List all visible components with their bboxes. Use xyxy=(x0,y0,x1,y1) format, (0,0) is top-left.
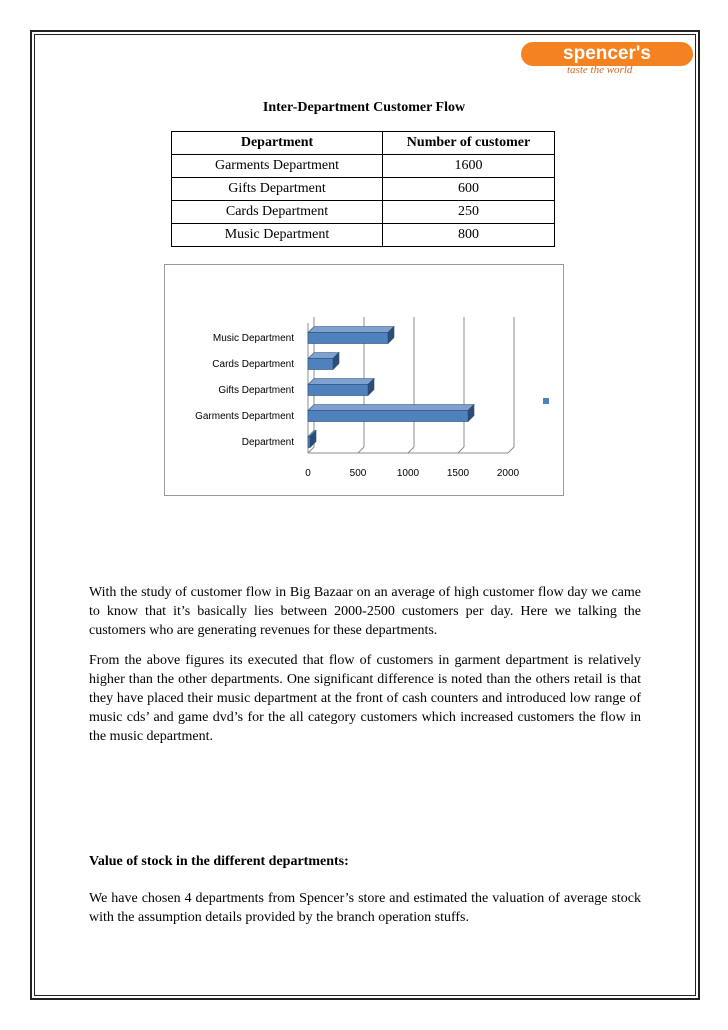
section-heading: Value of stock in the different departments: xyxy=(89,854,349,869)
category-label: Department xyxy=(241,437,294,448)
gridline-floor xyxy=(308,447,314,453)
paragraph-customer-flow: With the study of customer flow in Big Bazaar on an average of high customer flow day we came to know that it’s basically lies between 2000-2500 customers per day. Here we talking the customers who are generating revenues for these departments. xyxy=(89,585,641,638)
section-text: We have chosen 4 departments from Spencer’s store and estimated the valuation of average stock with the assumption details provided by the branch operation stuffs. xyxy=(89,891,641,925)
x-tick-label: 500 xyxy=(349,468,367,479)
category-label: Cards Department xyxy=(212,359,294,370)
gridline-floor xyxy=(358,447,364,453)
table-row xyxy=(172,224,555,247)
cell-customers: 250 xyxy=(383,201,555,224)
category-label: Garments Department xyxy=(195,411,294,422)
cell-department: Gifts Department xyxy=(172,178,383,201)
cell-department: Garments Department xyxy=(172,155,383,178)
cell-customers: 800 xyxy=(383,224,555,247)
legend-marker xyxy=(543,398,549,404)
customer-flow-chart xyxy=(164,264,564,496)
category-label: Music Department xyxy=(212,333,294,344)
x-tick-label: 1500 xyxy=(446,468,470,479)
logo-name: spencer's xyxy=(563,43,651,64)
logo-tagline: taste the world xyxy=(567,64,633,76)
cell-department: Music Department xyxy=(172,224,383,247)
bar-top xyxy=(308,405,474,411)
table-title: Inter-Department Customer Flow xyxy=(262,100,466,115)
table-row xyxy=(172,155,555,178)
table-row xyxy=(172,178,555,201)
x-tick-label: 1000 xyxy=(396,468,420,479)
cell-customers: 1600 xyxy=(383,155,555,178)
bar xyxy=(308,411,468,422)
gridline-floor xyxy=(508,447,514,453)
gridline-floor xyxy=(408,447,414,453)
paragraph-analysis: From the above figures its executed that flow of customers in garment department is relatively higher than the other departments. One significant difference is noted than the others retail is that they have placed their music department at the front of cash counters and introduced low range of music cds’ and game dvd’s for the all category customers which increased customers the flow in the music department. xyxy=(89,653,641,744)
bar xyxy=(308,359,333,370)
cell-department: Cards Department xyxy=(172,201,383,224)
table-row xyxy=(172,201,555,224)
header-department: Department xyxy=(172,132,383,155)
bar xyxy=(308,437,310,448)
customer-flow-table xyxy=(171,131,555,247)
bar-top xyxy=(308,327,394,333)
gridline-floor xyxy=(458,447,464,453)
bar xyxy=(308,385,368,396)
bar-top xyxy=(308,379,374,385)
category-label: Gifts Department xyxy=(218,385,294,396)
x-tick-label: 2000 xyxy=(496,468,520,479)
table-header-row xyxy=(172,132,555,155)
x-tick-label: 0 xyxy=(305,468,311,479)
cell-customers: 600 xyxy=(383,178,555,201)
header-customers: Number of customer xyxy=(383,132,555,155)
bar xyxy=(308,333,388,344)
bar-chart-svg xyxy=(165,265,565,497)
spencers-logo xyxy=(521,42,693,78)
